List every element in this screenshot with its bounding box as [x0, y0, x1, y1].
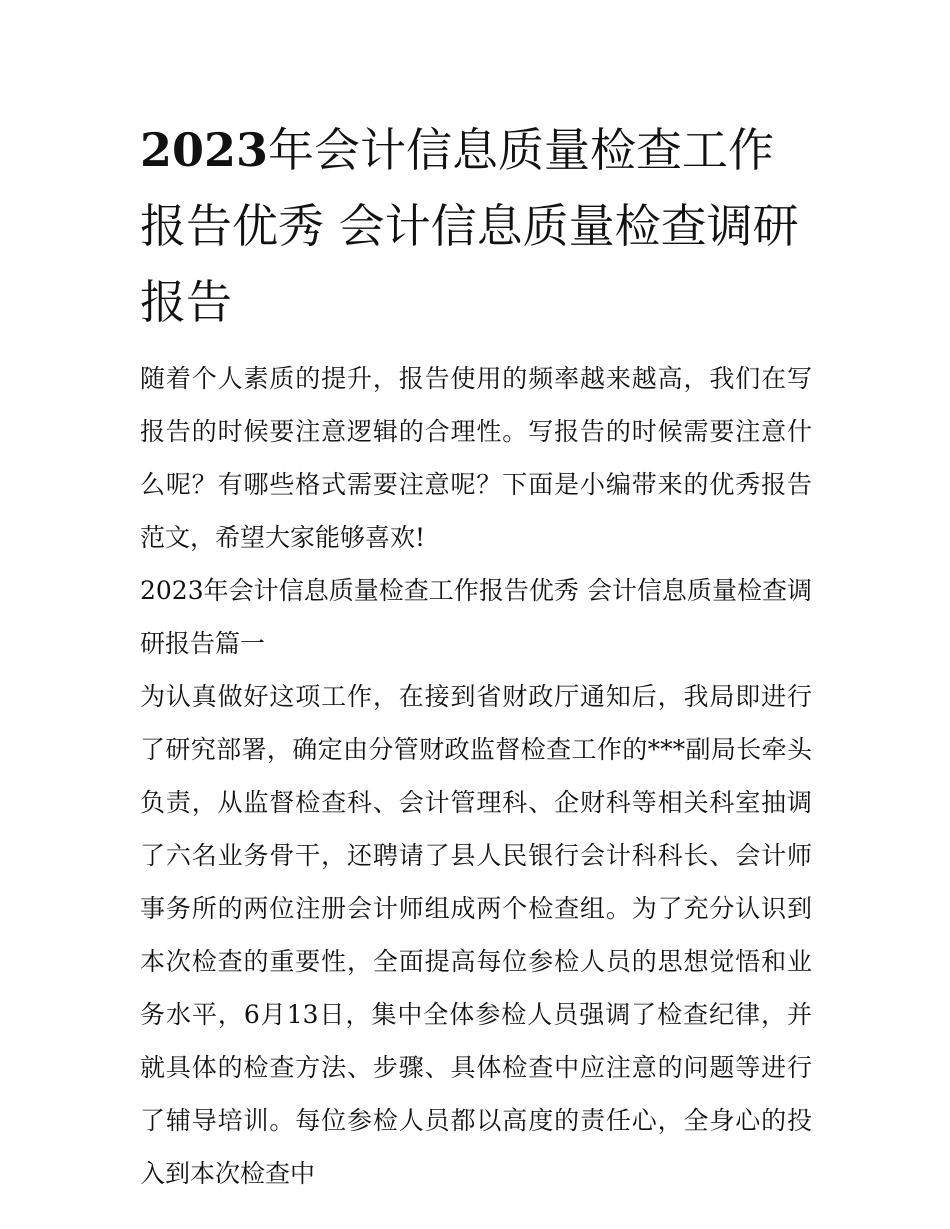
title-year: 2023 [140, 123, 269, 177]
title-text: 年会计信息质量检查工作报告优秀 会计信息质量检查调研报告 [140, 123, 799, 329]
document-page [140, 112, 812, 1200]
section-heading: 2023年会计信息质量检查工作报告优秀 会计信息质量检查调研报告篇一 [140, 576, 812, 658]
intro-paragraph: 随着个人素质的提升，报告使用的频率越来越高，我们在写报告的时候要注意逻辑的合理性。写报告的时候需要注意什么呢？有哪些格式需要注意呢？下面是小编带来的优秀报告范文，希望大家能够喜欢! [140, 364, 812, 552]
body-paragraph: 为认真做好这项工作，在接到省财政厅通知后，我局即进行了研究部署，确定由分管财政监督检查工作的***副局长牵头负责，从监督检查科、会计管理科、企财科等相关科室抽调了六名业务骨干，还聘请了县人民银行会计科科长、会计师事务所的两位注册会计师组成两个检查组。为了充分认识到本次检查的重要性，全面提高每位参检人员的思想觉悟和业务水平，6月13日，集中全体参检人员强调了检查纪律，并就具体的检查方法、步骤、具体检查中应注意的问题等进行了辅导培训。每位参检人员都以高度的责任心，全身心的投入到本次检查中 [140, 682, 812, 1188]
document-title [140, 112, 812, 340]
